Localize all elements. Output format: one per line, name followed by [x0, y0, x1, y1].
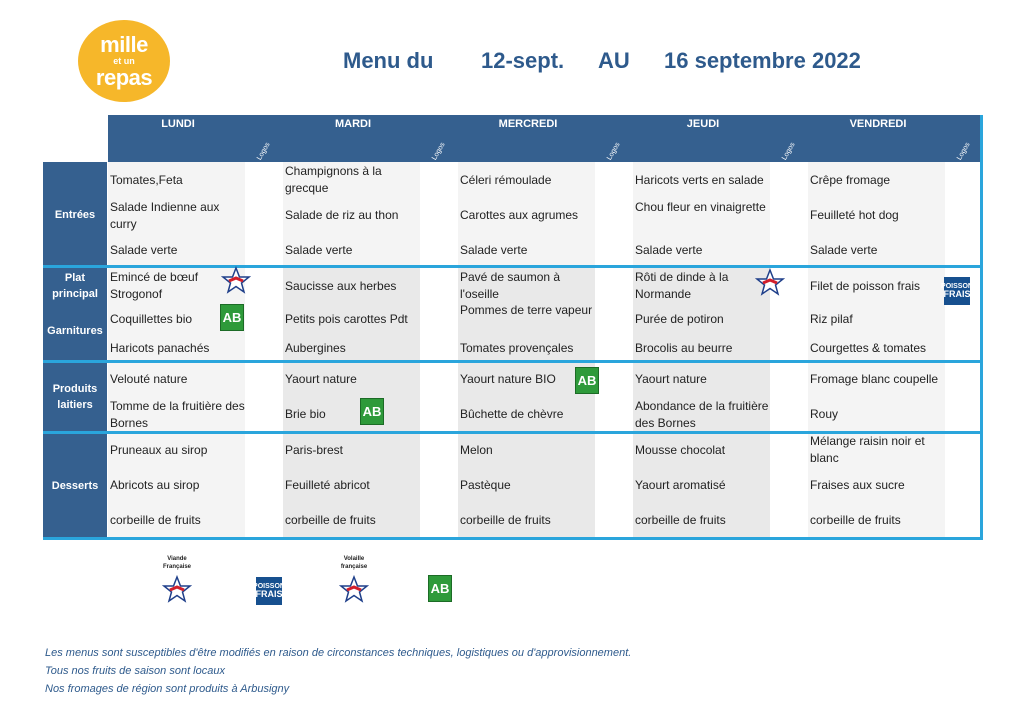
menu-cell: Brie bio: [285, 407, 326, 421]
menu-cell: Haricots verts en salade: [635, 173, 764, 187]
menu-cell: Filet de poisson frais: [810, 279, 921, 293]
menu-cell: Salade verte: [635, 243, 703, 257]
bio-ab-icon: AB: [428, 575, 452, 602]
border-right: [980, 115, 983, 540]
day-header-row: [108, 115, 982, 136]
menu-cell: Salade Indienne aux curry: [110, 200, 220, 231]
menu-cell: corbeille de fruits: [285, 513, 376, 527]
menu-cell: Fromage blanc coupelle: [810, 372, 939, 386]
menu-cell: Petits pois carottes Pdt: [285, 312, 408, 326]
logos-label-lundi: Logos: [256, 141, 272, 162]
menu-cell: Emincé de bœuf Strogonof: [110, 270, 199, 301]
menu-cell: Salade de riz au thon: [285, 208, 399, 222]
title-au: AU: [598, 48, 630, 73]
bio-ab-icon: AB: [220, 304, 244, 331]
footer-line-3: Nos fromages de région sont produits à Arbusigny: [45, 683, 290, 695]
title-start-date: 12-sept.: [481, 48, 565, 73]
menu-cell: Crêpe fromage: [810, 173, 891, 187]
menu-cell: Salade verte: [110, 243, 178, 257]
brand-line2: et un: [113, 55, 135, 66]
volaille-francaise-icon: [339, 575, 369, 603]
logos-label-jeudi: Logos: [781, 141, 797, 162]
menu-cell: Salade verte: [810, 243, 878, 257]
viande-francaise-icon: [162, 575, 192, 603]
section-plat-2: principal: [52, 288, 98, 300]
menu-cell: Courgettes & tomates: [810, 341, 927, 355]
section-entrees: Entrées: [54, 209, 96, 221]
menu-cell: Abondance de la fruitière des Bornes: [635, 399, 769, 430]
divider-laitiers: [43, 360, 982, 363]
title-end-date: 16 septembre 2022: [664, 48, 861, 73]
poisson-frais-icon: [253, 577, 285, 605]
menu-cell: Chou fleur en vinaigrette: [635, 200, 766, 214]
section-column: [43, 162, 107, 538]
menu-cell: Tomme de la fruitière des Bornes: [110, 399, 245, 430]
menu-cell: Yaourt nature: [285, 372, 357, 386]
menu-cell: Salade verte: [285, 243, 353, 257]
logos-header-row: [108, 136, 982, 162]
poisson-frais-label-2: FRAIS: [943, 289, 971, 299]
day-mercredi: MERCREDI: [498, 118, 558, 130]
menu-cell: Champignons à la grecque: [285, 164, 382, 195]
poisson-frais-icon: [941, 277, 973, 305]
title-menu-du: Menu du: [343, 48, 434, 73]
day-jeudi: JEUDI: [686, 118, 720, 130]
menu-cell: Pavé de saumon à l'oseille: [460, 270, 561, 301]
legend-viande-label-1: Viande: [167, 556, 187, 562]
menu-cell: Riz pilaf: [810, 312, 853, 326]
divider-bottom: [43, 537, 982, 540]
logos-label-mercredi: Logos: [606, 141, 622, 162]
menu-cell: Yaourt nature BIO: [460, 372, 556, 386]
brand-line3: repas: [95, 64, 153, 90]
day-mardi: MARDI: [334, 118, 372, 130]
logos-label-vendredi: Logos: [956, 141, 972, 162]
bio-ab-icon: AB: [575, 367, 599, 394]
menu-cell: corbeille de fruits: [110, 513, 201, 527]
legend-viande-label-2: Française: [162, 564, 192, 570]
menu-cell: Yaourt aromatisé: [635, 478, 726, 492]
menu-cell: Pruneaux au sirop: [110, 443, 208, 457]
footer-line-2: Tous nos fruits de saison sont locaux: [45, 665, 225, 677]
menu-cell: Velouté nature: [110, 372, 188, 386]
menu-cell: Purée de potiron: [635, 312, 724, 326]
menu-cell: Abricots au sirop: [110, 478, 200, 492]
logos-label-mardi: Logos: [431, 141, 447, 162]
menu-cell: Feuilleté abricot: [285, 478, 370, 492]
menu-cell: Salade verte: [460, 243, 528, 257]
menu-cell: Mousse chocolat: [635, 443, 726, 457]
menu-cell: Bûchette de chèvre: [460, 407, 564, 421]
menu-cell: Yaourt nature: [635, 372, 707, 386]
section-garnitures: Garnitures: [47, 325, 103, 337]
menu-cell: Paris-brest: [285, 443, 344, 457]
menu-cell: corbeille de fruits: [460, 513, 551, 527]
section-laitiers-1: Produits: [52, 383, 98, 395]
menu-cell: Melon: [460, 443, 493, 457]
menu-cell: Céleri rémoulade: [460, 173, 552, 187]
menu-cell: Fraises aux sucre: [810, 478, 905, 492]
menu-cell: Tomates,Feta: [110, 173, 183, 187]
brand-line1: mille: [100, 31, 148, 57]
menu-cell: Haricots panachés: [110, 341, 210, 355]
bio-ab-icon: AB: [360, 398, 384, 425]
brand-logo: [78, 20, 170, 102]
menu-cell: corbeille de fruits: [635, 513, 726, 527]
menu-cell: Carottes aux agrumes: [460, 208, 579, 222]
menu-cell: Pommes de terre vapeur: [460, 303, 593, 317]
menu-cell: Coquillettes bio: [110, 312, 193, 326]
menu-cell: Mélange raisin noir et blanc: [810, 434, 925, 465]
menu-cell: Rôti de dinde à la Normande: [635, 270, 729, 301]
section-plat-1: Plat: [64, 272, 86, 284]
menu-cell: Feuilleté hot dog: [810, 208, 899, 222]
menu-cell: Saucisse aux herbes: [285, 279, 397, 293]
poisson-frais-label-1: POISSON: [941, 283, 973, 290]
viande-francaise-icon: [221, 266, 251, 294]
legend-volaille-label-1: Volaille: [343, 556, 365, 562]
poisson-frais-label-1: POISSON: [253, 583, 285, 590]
menu-cell: Pastèque: [460, 478, 511, 492]
section-desserts: Desserts: [51, 480, 99, 492]
poisson-frais-label-2: FRAIS: [255, 589, 283, 599]
section-laitiers-2: laitiers: [57, 399, 93, 411]
legend-volaille-label-2: française: [340, 564, 368, 570]
volaille-francaise-icon: [755, 268, 785, 296]
col-bg-mardi: [283, 267, 420, 538]
menu-cell: Aubergines: [285, 341, 346, 355]
divider-plat: [43, 265, 982, 268]
day-lundi: LUNDI: [161, 118, 195, 130]
menu-cell: corbeille de fruits: [810, 513, 901, 527]
menu-cell: Brocolis au beurre: [635, 341, 733, 355]
menu-cell: Rouy: [810, 407, 839, 421]
footer-line-1: Les menus sont susceptibles d'être modifiés en raison de circonstances techniques, logistiques ou d'approvisionnement.: [45, 647, 632, 659]
day-vendredi: VENDREDI: [849, 118, 907, 130]
menu-cell: Tomates provençales: [460, 341, 574, 355]
